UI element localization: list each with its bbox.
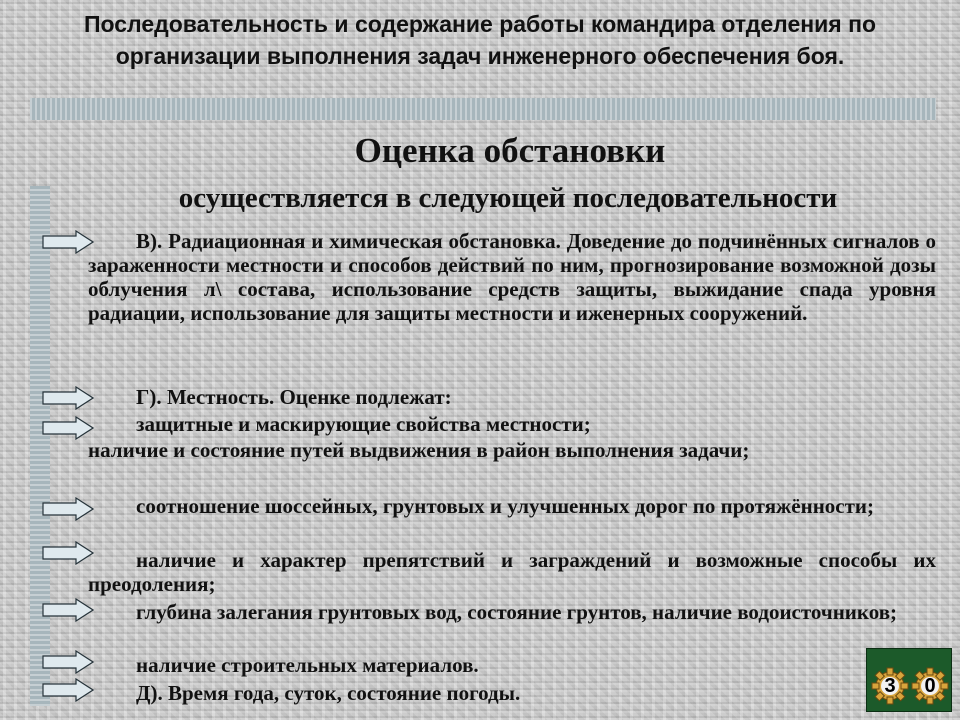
nav-back-button[interactable] [871, 667, 909, 705]
slide-subheading: осуществляется в следующей последовательности [178, 182, 838, 214]
vertical-decor-bar [30, 186, 50, 706]
nav-forward-number: 0 [924, 674, 936, 697]
arrow-icon [42, 598, 94, 622]
arrow-icon [42, 230, 94, 254]
arrow-icon [42, 678, 94, 702]
arrow-icon [42, 497, 94, 521]
list-item: наличие и характер препятствий и заграждений и возможные способы их преодоления; [88, 548, 936, 596]
arrow-icon [42, 541, 94, 565]
list-item: В). Радиационная и химическая обстановка. Доведение до подчинённых сигналов о зараженности местности и способов действий по ним, прогнозирование возможной дозы облучения л\ состава, использование средств защиты, выжидание спада уровня радиации, использование для защиты местности и иженерных сооружений. [88, 229, 936, 325]
list-item: наличие и состояние путей выдвижения в район выполнения задачи; [88, 438, 750, 462]
list-item: Д). Время года, суток, состояние погоды. [136, 681, 521, 705]
list-item: защитные и маскирующие свойства местности; [136, 412, 591, 436]
top-title: Последовательность и содержание работы командира отделения по организации выполнения задач инженерного обеспечения боя. [83, 11, 877, 69]
arrow-icon [42, 416, 94, 440]
list-item: Г). Местность. Оценке подлежат: [136, 385, 452, 409]
horizontal-divider-bar [30, 98, 936, 120]
list-item: глубина залегания грунтовых вод, состояние грунтов, наличие водоисточников; [136, 600, 898, 624]
list-item: наличие строительных материалов. [136, 653, 479, 677]
slide-heading: Оценка обстановки [354, 131, 666, 170]
list-item: соотношение шоссейных, грунтовых и улучшенных дорог по протяжённости; [136, 494, 875, 518]
navigation-panel [866, 648, 952, 712]
nav-forward-button[interactable] [911, 667, 949, 705]
arrow-icon [42, 386, 94, 410]
nav-back-number: 3 [884, 674, 896, 697]
arrow-icon [42, 650, 94, 674]
